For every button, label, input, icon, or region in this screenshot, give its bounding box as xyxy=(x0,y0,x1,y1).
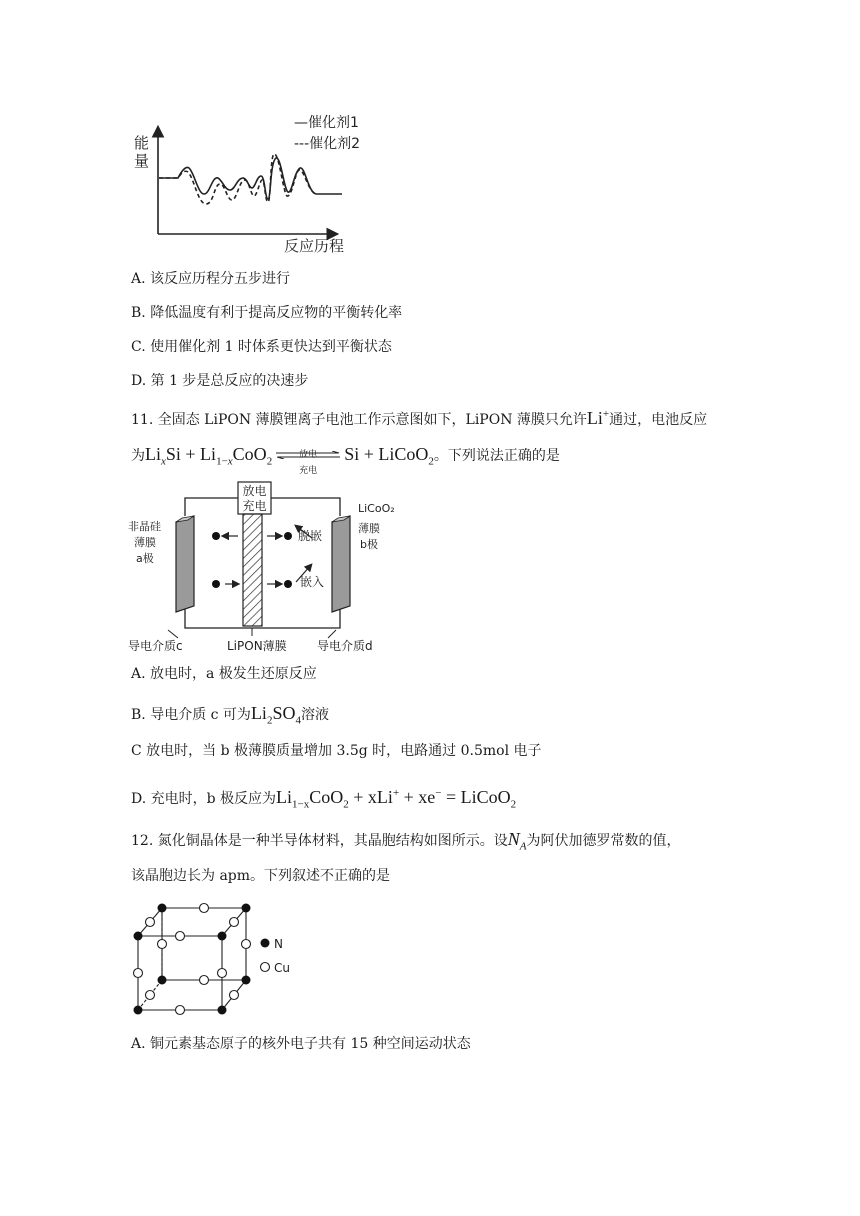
electrode-a-label-1: 非晶硅 xyxy=(128,520,161,533)
legend-catalyst-1: —催化剂1 xyxy=(294,115,359,131)
electrode-b-label-3: b极 xyxy=(360,538,378,551)
li-ion xyxy=(212,580,220,588)
electrode-a-label-3: a极 xyxy=(136,552,154,565)
lipon-membrane xyxy=(243,514,262,626)
battery-reaction-left: $Li_xSi + Li_{1-x}CoO_2$ xyxy=(145,444,273,468)
q10-option-a: A. 该反应历程分五步进行 xyxy=(131,271,291,287)
cu-atoms xyxy=(134,904,251,1015)
legend-n-label: N xyxy=(274,937,283,951)
q11-option-b: B. 导电介质 c 可为$Li_2SO_4$溶液 xyxy=(131,703,329,727)
q11-stem-text-b: 通过，电池反应 xyxy=(609,412,708,428)
label-medium-c: 导电介质c xyxy=(128,639,183,653)
li2so4-formula: $Li_2SO_4$ xyxy=(250,703,301,727)
electrode-b-label-1: LiCoO₂ xyxy=(358,502,395,515)
avogadro-symbol: $N_A$ xyxy=(507,829,527,853)
li-ion xyxy=(284,580,292,588)
li-ion-formula: Li+ xyxy=(586,408,610,428)
label-intercalation: 嵌入 xyxy=(300,575,325,589)
crystal-cell-diagram xyxy=(128,898,308,1020)
q11-stem-line2 xyxy=(131,440,560,476)
electrode-b-label-2: 薄膜 xyxy=(358,522,380,535)
q10-option-d: D. 第 1 步是总反应的决速步 xyxy=(131,373,309,389)
electrode-a xyxy=(176,516,194,612)
q11-option-a: A. 放电时，a 极发生还原反应 xyxy=(131,666,317,682)
curve-catalyst-2 xyxy=(159,154,316,204)
battery-reaction-right: Si + LiCoO$_2$ xyxy=(344,444,434,468)
legend-catalyst-2: ---催化剂2 xyxy=(294,136,361,152)
q12-stem-line1: 12. 氮化铜晶体是一种半导体材料，其晶胞结构如图所示。设$N_A$为阿伏加德罗常数的值， xyxy=(131,829,681,853)
q10-option-c: C. 使用催化剂 1 时体系更快达到平衡状态 xyxy=(131,339,392,355)
li-ion xyxy=(212,532,220,540)
battery-diagram xyxy=(128,478,398,656)
q11-stem-line1 xyxy=(131,404,707,430)
charging-reaction: $Li_{1-x}CoO_2 + xLi^+ + xe^-$ = LiCoO$_2$ xyxy=(276,787,517,811)
reversible-arrow: 放电 充电 xyxy=(274,443,342,469)
q11-stem-suffix: 。下列说法正确的是 xyxy=(433,448,560,464)
x-axis-label: 反应历程 xyxy=(284,237,345,255)
label-medium-d: 导电介质d xyxy=(317,639,373,653)
q11-option-d: D. 充电时，b 极反应为$Li_{1-x}CoO_2 + xLi^+ + xe^-$ = LiCoO$_2$ xyxy=(131,787,517,811)
switch-label-charge: 充电 xyxy=(242,499,267,513)
q11-option-c: C 放电时，当 b 极薄膜质量增加 3.5g 时，电路通过 0.5mol 电子 xyxy=(131,743,542,759)
legend-cu-label: Cu xyxy=(274,961,290,975)
li-ion xyxy=(284,532,292,540)
legend-cu-marker xyxy=(261,963,270,972)
y-axis-label-bottom: 量 xyxy=(134,152,150,170)
q11-stem-prefix: 为 xyxy=(131,448,145,464)
switch-label-discharge: 放电 xyxy=(242,484,267,498)
electrode-b xyxy=(332,516,350,612)
q12-stem-line2: 该晶胞边长为 apm。下列叙述不正确的是 xyxy=(131,868,391,884)
legend-n-marker xyxy=(261,939,270,948)
electrode-a-label-2: 薄膜 xyxy=(134,536,156,549)
label-lipon: LiPON薄膜 xyxy=(227,639,287,653)
q10-option-b: B. 降低温度有利于提高反应物的平衡转化率 xyxy=(131,305,403,321)
q11-stem-text-a: 11. 全固态 LiPON 薄膜锂离子电池工作示意图如下，LiPON 薄膜只允许 xyxy=(131,412,587,428)
q12-option-a: A. 铜元素基态原子的核外电子共有 15 种空间运动状态 xyxy=(131,1036,471,1052)
y-axis-label-top: 能 xyxy=(134,134,150,152)
energy-diagram xyxy=(128,110,378,260)
label-deintercalation: 脱嵌 xyxy=(298,529,323,543)
